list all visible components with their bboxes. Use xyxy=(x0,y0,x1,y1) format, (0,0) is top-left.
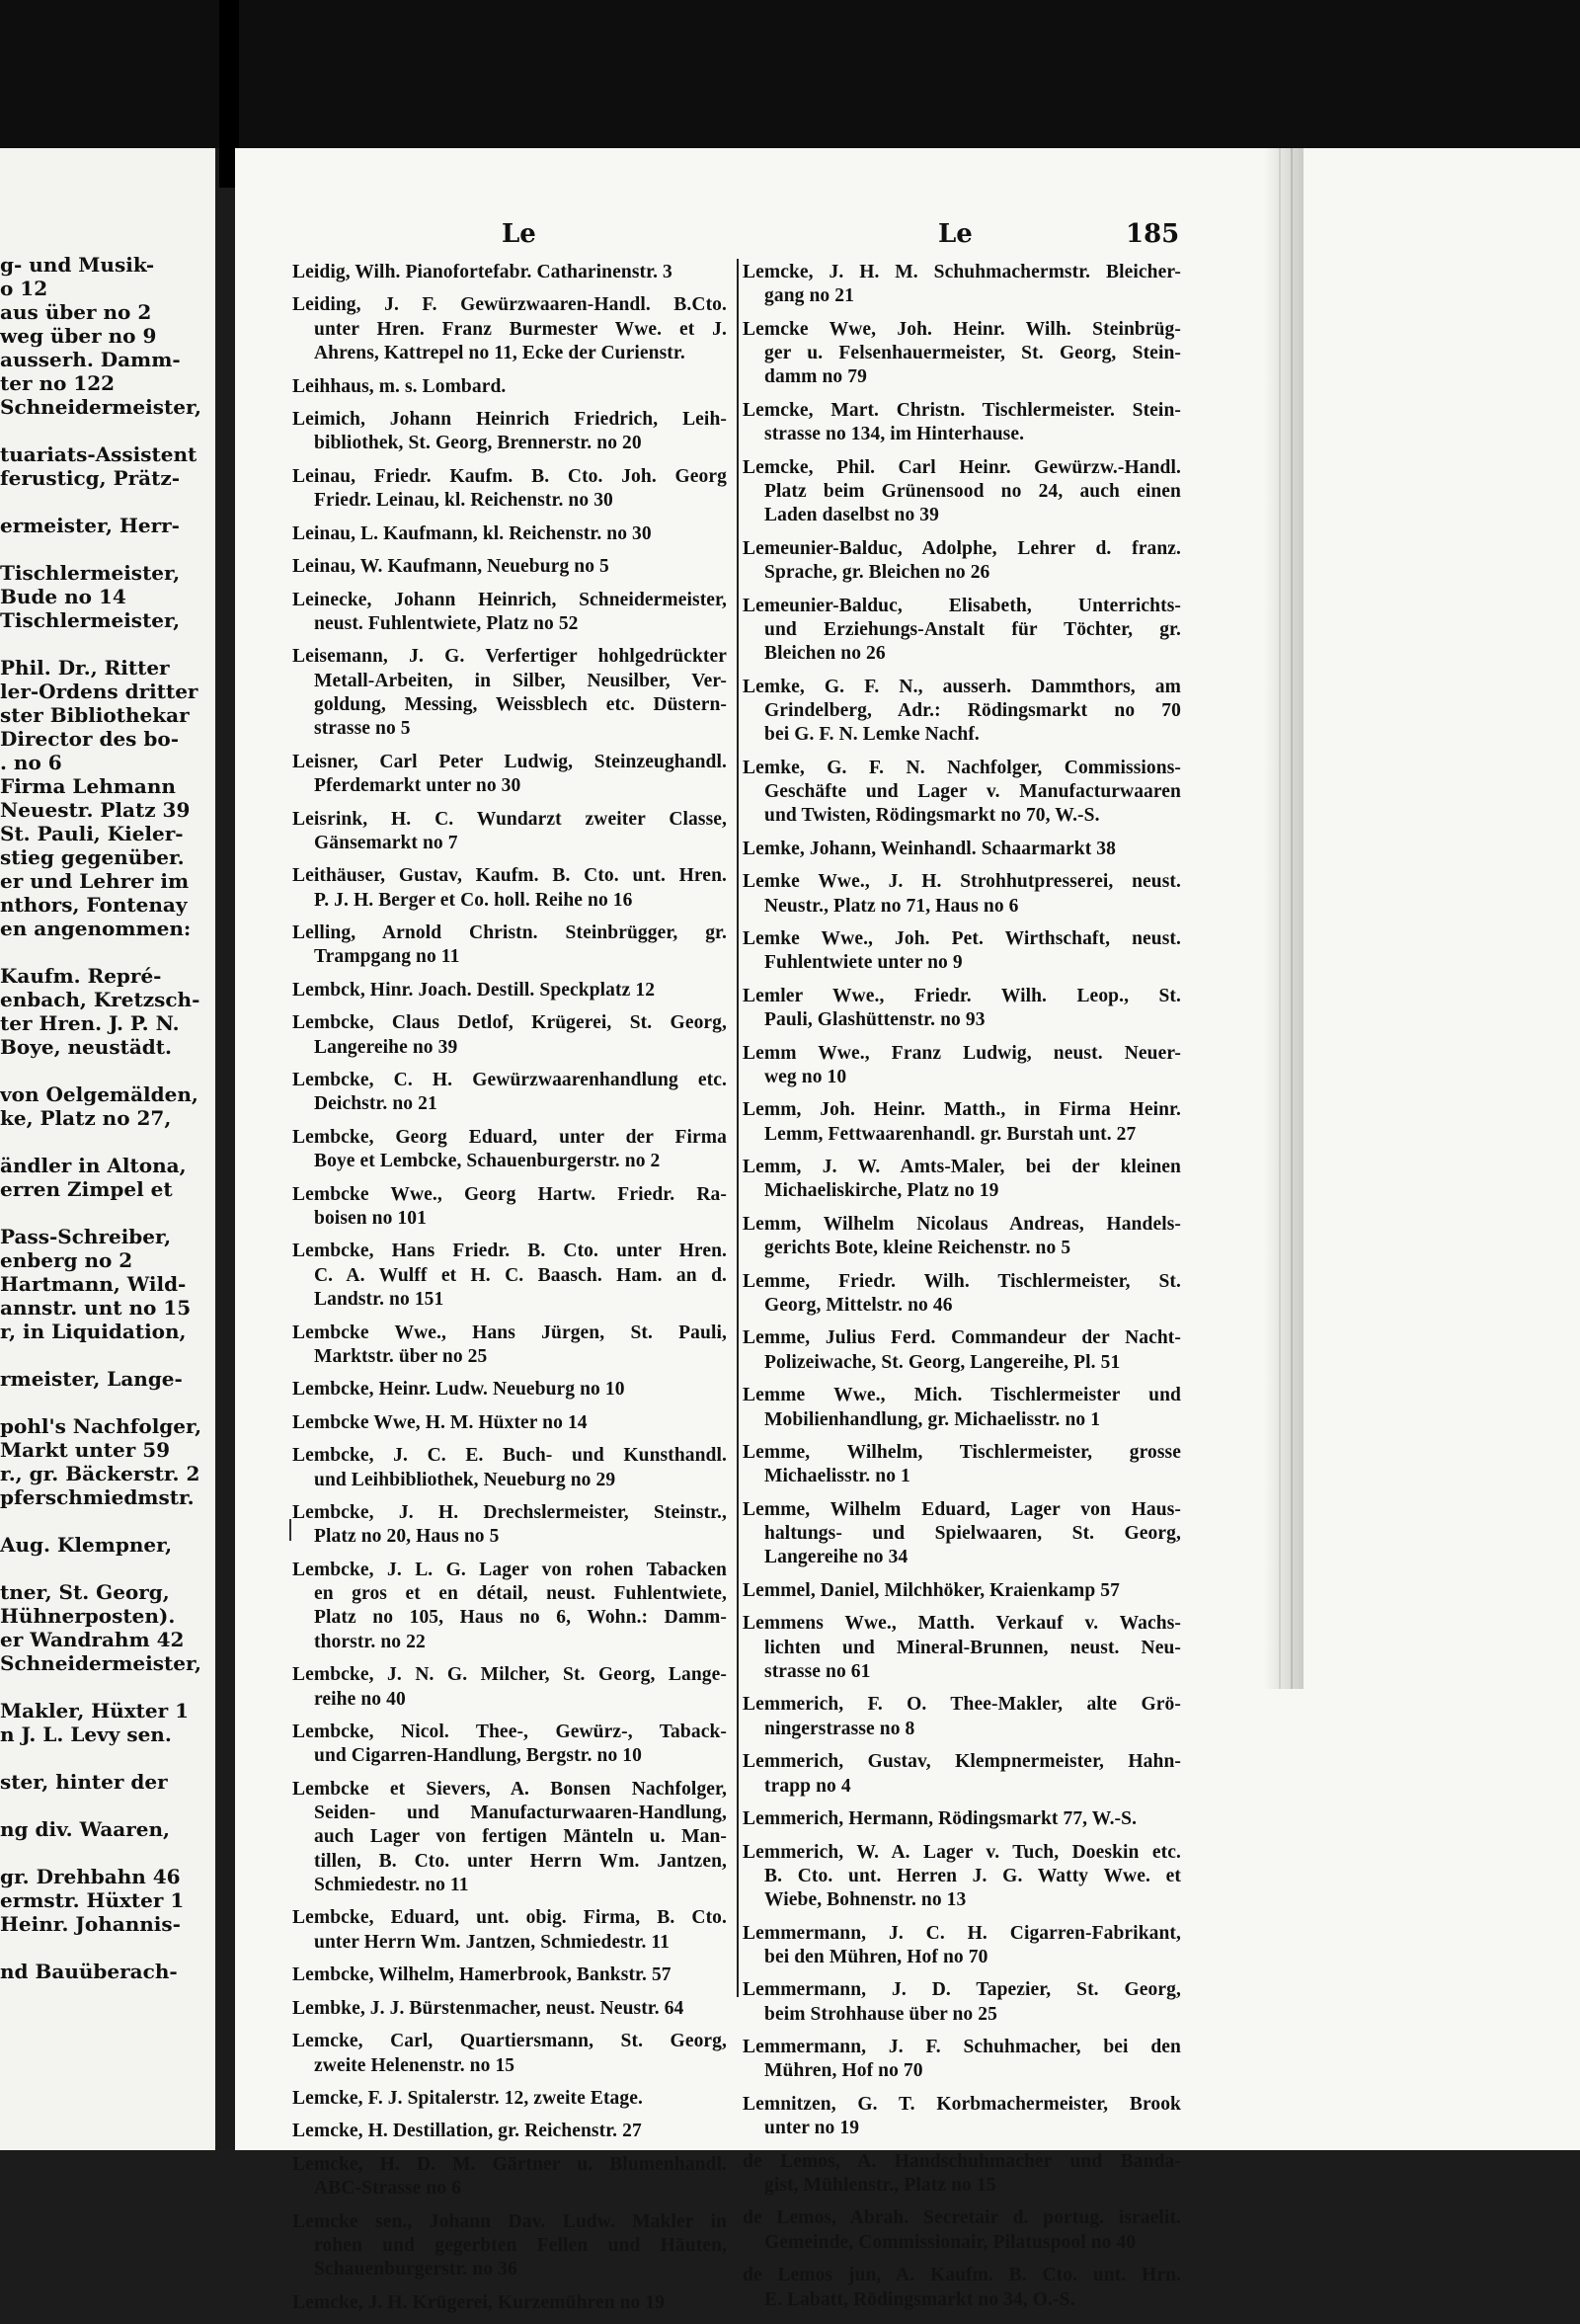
left-page-text-line: St. Pauli, Kieler- xyxy=(0,822,184,845)
directory-entry xyxy=(743,1270,1181,1319)
entry-name-line: Lemme, Julius Ferd. Commandeur der Nacht- xyxy=(743,1327,1181,1349)
entry-name-line: de Lemos, A. Handschuhmacher und Banda- xyxy=(743,2150,1181,2172)
directory-entry xyxy=(292,1444,727,1492)
entry-name-line: Lemeunier-Balduc, Elisabeth, Unterrichts- xyxy=(743,595,1181,616)
entry-name-line: Lemcke, Mart. Christn. Tischlermeister. Stein- xyxy=(743,399,1181,421)
entry-continuation-line: Trampgang no 11 xyxy=(314,946,460,968)
left-page-text-line: ster, hinter der xyxy=(0,1770,168,1794)
left-page-text-line: ausserh. Damm- xyxy=(0,348,181,371)
entry-name-line: Leisrink, H. C. Wundarzt zweiter Classe, xyxy=(292,808,727,830)
entry-continuation-line: Seiden- und Manufacturwaaren-Handlung, xyxy=(314,1803,727,1824)
entry-name-line: Lemme, Wilhelm, Tischlermeister, grosse xyxy=(743,1442,1181,1464)
directory-entry xyxy=(292,589,727,637)
directory-entry xyxy=(292,1378,727,1402)
entry-continuation-line: gang no 21 xyxy=(764,285,854,307)
directory-entry xyxy=(292,465,727,514)
book-gutter xyxy=(215,148,237,2150)
entry-continuation-line: unter Herrn Wm. Jantzen, Schmiedestr. 11 xyxy=(314,1931,671,1953)
directory-entry xyxy=(743,456,1181,528)
entry-name-line: Lemke, Johann, Weinhandl. Schaarmarkt 38 xyxy=(743,838,1116,859)
left-page-text-line: nthors, Fontenay xyxy=(0,893,188,917)
entry-name-line: Lemnitzen, G. T. Korbmachermeister, Brook xyxy=(743,2093,1181,2115)
directory-entry xyxy=(292,1322,727,1370)
directory-entry xyxy=(743,1498,1181,1570)
entry-name-line: Lemke, G. F. N. Nachfolger, Commissions- xyxy=(743,757,1181,778)
entry-name-line: Lemm, Wilhelm Nicolaus Andreas, Handels- xyxy=(743,1213,1181,1235)
entry-name-line: Leihhaus, m. s. Lombard. xyxy=(292,375,507,397)
entry-continuation-line: tillen, B. Cto. unter Herrn Wm. Jantzen, xyxy=(314,1850,727,1872)
page-number: 185 xyxy=(1126,219,1180,249)
left-page-text-line: tner, St. Georg, xyxy=(0,1580,170,1604)
entry-continuation-line: C. A. Wulff et H. C. Baasch. Ham. an d. xyxy=(314,1264,727,1286)
directory-entry xyxy=(292,375,727,399)
left-page-text-line: en angenommen: xyxy=(0,917,192,940)
left-page-text-line: rmeister, Lange- xyxy=(0,1367,183,1391)
directory-entry xyxy=(743,870,1181,919)
entry-name-line: Lembcke, J. L. G. Lager von rohen Tabacken xyxy=(292,1559,727,1580)
entry-continuation-line: Bleichen no 26 xyxy=(764,643,886,665)
entry-name-line: Lemeunier-Balduc, Adolphe, Lehrer d. franz. xyxy=(743,537,1181,559)
left-page-text-line: ler-Ordens dritter xyxy=(0,680,198,703)
directory-entry xyxy=(743,1978,1181,2027)
left-page-text-line: ermeister, Herr- xyxy=(0,514,180,537)
entry-name-line: Lemke Wwe., Joh. Pet. Wirthschaft, neust. xyxy=(743,928,1181,949)
directory-entry xyxy=(743,2036,1181,2084)
left-page-text-line: von Oelgemälden, xyxy=(0,1082,198,1106)
entry-continuation-line: Boye et Lembcke, Schauenburgerstr. no 2 xyxy=(314,1151,661,1172)
entry-name-line: Lembcke, J. H. Drechslermeister, Steinstr., xyxy=(292,1502,727,1524)
directory-entry xyxy=(292,645,727,741)
running-header-left: Le xyxy=(502,219,536,249)
directory-entry xyxy=(292,1011,727,1060)
entry-continuation-line: strasse no 5 xyxy=(314,718,411,740)
entry-name-line: Leiding, J. F. Gewürzwaaren-Handl. B.Cto. xyxy=(292,294,727,316)
entry-name-line: Lemler Wwe., Friedr. Wilh. Leop., St. xyxy=(743,985,1181,1006)
left-page-text-line: stieg gegenüber. xyxy=(0,845,185,869)
directory-entry xyxy=(292,261,727,284)
directory-entry xyxy=(743,1384,1181,1432)
directory-entry xyxy=(743,1441,1181,1489)
directory-entry xyxy=(743,676,1181,748)
left-page-text-line: ändler in Altona, xyxy=(0,1154,187,1177)
entry-continuation-line: goldung, Messing, Weissblech etc. Düstern- xyxy=(314,693,727,715)
entry-name-line: Lembcke, C. H. Gewürzwaarenhandlung etc. xyxy=(292,1070,727,1091)
entry-continuation-line: und Twisten, Rödingsmarkt no 70, W.-S. xyxy=(764,805,1100,827)
entry-name-line: Leisner, Carl Peter Ludwig, Steinzeughandl. xyxy=(292,751,727,772)
entry-continuation-line: haltungs- und Spielwaaren, St. Georg, xyxy=(764,1523,1181,1545)
entry-continuation-line: unter no 19 xyxy=(764,2118,860,2139)
entry-continuation-line: thorstr. no 22 xyxy=(314,1631,426,1652)
entry-name-line: Leinecke, Johann Heinrich, Schneidermeister, xyxy=(292,589,727,610)
entry-name-line: Lemcke Wwe, Joh. Heinr. Wilh. Steinbrüg- xyxy=(743,318,1181,340)
entry-continuation-line: Platz no 105, Haus no 6, Wohn.: Damm- xyxy=(314,1607,727,1629)
entry-continuation-line: Grindelberg, Adr.: Rödingsmarkt no 70 xyxy=(764,699,1181,721)
column-divider xyxy=(737,259,739,1997)
entry-name-line: Lemmel, Daniel, Milchhöker, Kraienkamp 57 xyxy=(743,1579,1120,1601)
left-page-text-line: o 12 xyxy=(0,277,48,300)
entry-continuation-line: gist, Mühlenstr., Platz no 15 xyxy=(764,2175,996,2196)
left-page-text-line: ter Hren. J. P. N. xyxy=(0,1011,180,1035)
left-page-text-line: n J. L. Levy sen. xyxy=(0,1723,172,1746)
directory-entry xyxy=(292,2291,727,2315)
entry-continuation-line: Platz no 20, Haus no 5 xyxy=(314,1526,500,1548)
entry-continuation-line: strasse no 134, im Hinterhause. xyxy=(764,424,1025,445)
entry-continuation-line: Georg, Mittelstr. no 46 xyxy=(764,1294,953,1316)
entry-name-line: Lemmerich, F. O. Thee-Makler, alte Grö- xyxy=(743,1694,1181,1716)
entry-name-line: Lemmermann, J. F. Schuhmacher, bei den xyxy=(743,2037,1181,2058)
entry-name-line: Lembcke, Nicol. Thee-, Gewürz-, Taback- xyxy=(292,1722,727,1743)
left-page-text-line: Hühnerposten). xyxy=(0,1604,176,1628)
left-page-text-line: Boye, neustädt. xyxy=(0,1035,172,1059)
directory-entry xyxy=(292,1126,727,1174)
entry-name-line: Lembcke, Heinr. Ludw. Neueburg no 10 xyxy=(292,1379,625,1401)
entry-name-line: Lemm, J. W. Amts-Maler, bei der kleinen xyxy=(743,1157,1181,1178)
directory-entry xyxy=(292,1240,727,1312)
entry-continuation-line: Sprache, gr. Bleichen no 26 xyxy=(764,562,990,584)
entry-continuation-line: Neustr., Platz no 71, Haus no 6 xyxy=(764,895,1019,917)
entry-continuation-line: Lemm, Fettwaarenhandl. gr. Burstah unt. 27 xyxy=(764,1123,1137,1145)
left-page-text-line: Schneidermeister, xyxy=(0,1651,202,1675)
entry-name-line: Leidig, Wilh. Pianofortefabr. Catharinenstr. 3 xyxy=(292,262,672,282)
entry-continuation-line: bibliothek, St. Georg, Brennerstr. no 20 xyxy=(314,433,642,454)
entry-continuation-line: Deichstr. no 21 xyxy=(314,1093,437,1115)
left-page-text-line: pferschmiedmstr. xyxy=(0,1485,195,1509)
directory-column-right xyxy=(743,261,1181,2321)
left-page-text-line: Makler, Hüxter 1 xyxy=(0,1699,190,1723)
entry-continuation-line: und Cigarren-Handlung, Bergstr. no 10 xyxy=(314,1745,643,1767)
page-edge xyxy=(1279,148,1293,1689)
entry-continuation-line: E. Labatt, Rödingsmarkt no 34, O.-S. xyxy=(764,2288,1075,2310)
left-page-text-line: enberg no 2 xyxy=(0,1248,133,1272)
directory-entry xyxy=(292,2087,727,2111)
entry-continuation-line: Gemeinde, Commissionair, Pilatuspool no 40 xyxy=(764,2231,1137,2253)
left-page-text-line: Tischlermeister, xyxy=(0,561,181,585)
directory-entry xyxy=(292,751,727,799)
entry-name-line: Leinau, L. Kaufmann, kl. Reichenstr. no 30 xyxy=(292,522,652,544)
entry-name-line: Lemmens Wwe., Matth. Verkauf v. Wachs- xyxy=(743,1613,1181,1635)
entry-continuation-line: Platz beim Grünensood no 24, auch einen xyxy=(764,480,1181,502)
directory-entry xyxy=(743,1750,1181,1799)
directory-entry xyxy=(292,1997,727,2021)
entry-continuation-line: lichten und Mineral-Brunnen, neust. Neu- xyxy=(764,1637,1181,1658)
entry-continuation-line: zweite Helenenstr. no 15 xyxy=(314,2054,515,2076)
left-page-text-line: ter no 122 xyxy=(0,371,116,395)
left-page-text-line: enbach, Kretzsch- xyxy=(0,988,200,1011)
left-page-text-line: annstr. unt no 15 xyxy=(0,1296,192,1320)
entry-name-line: Lemme, Friedr. Wilh. Tischlermeister, St. xyxy=(743,1270,1181,1292)
left-page-text-line: r., gr. Bäckerstr. 2 xyxy=(0,1462,200,1485)
entry-continuation-line: Landstr. no 151 xyxy=(314,1289,444,1311)
entry-continuation-line: boisen no 101 xyxy=(314,1207,427,1229)
left-page-text-line: . no 6 xyxy=(0,751,62,774)
left-page-text-line: er und Lehrer im xyxy=(0,869,190,893)
left-page-text-line: gr. Drehbahn 46 xyxy=(0,1865,181,1888)
left-page-text-line: Firma Lehmann xyxy=(0,774,176,798)
entry-name-line: Lembcke et Sievers, A. Bonsen Nachfolger, xyxy=(292,1778,727,1800)
entry-name-line: Lembcke, Claus Detlof, Krügerei, St. Georg, xyxy=(292,1012,727,1034)
entry-continuation-line: en gros et en détail, neust. Fuhlentwiete, xyxy=(314,1583,727,1605)
left-page-text-line: Aug. Klempner, xyxy=(0,1533,173,1557)
entry-name-line: Lemme, Wilhelm Eduard, Lager von Haus- xyxy=(743,1498,1181,1520)
entry-name-line: Lembcke Wwe, H. M. Hüxter no 14 xyxy=(292,1411,588,1433)
directory-entry xyxy=(743,1156,1181,1204)
entry-continuation-line: Friedr. Leinau, kl. Reichenstr. no 30 xyxy=(314,490,613,512)
directory-column-left xyxy=(292,261,727,2324)
directory-entry xyxy=(743,2264,1181,2312)
directory-entry xyxy=(292,1183,727,1232)
entry-continuation-line: Laden daselbst no 39 xyxy=(764,505,940,526)
entry-continuation-line: Pferdemarkt unter no 30 xyxy=(314,775,521,797)
entry-continuation-line: und Leihbibliothek, Neueburg no 29 xyxy=(314,1469,616,1490)
entry-name-line: de Lemos, Abrah. Secretair d. portug. israelit. xyxy=(743,2207,1181,2229)
directory-entry xyxy=(292,1778,727,1897)
entry-name-line: Lemmermann, J. C. H. Cigarren-Fabrikant, xyxy=(743,1922,1181,1944)
left-page-text-line: nd Bauüberach- xyxy=(0,1960,178,1983)
left-page-text-line: Markt unter 59 xyxy=(0,1438,171,1462)
entry-name-line: Leinau, W. Kaufmann, Neueburg no 5 xyxy=(292,556,609,578)
entry-name-line: Leinau, Friedr. Kaufm. B. Cto. Joh. Georg xyxy=(292,465,727,487)
entry-name-line: de Lemos jun, A. Kaufm. B. Cto. unt. Hrn. xyxy=(743,2265,1181,2286)
directory-entry xyxy=(743,1042,1181,1090)
entry-continuation-line: neust. Fuhlentwiete, Platz no 52 xyxy=(314,612,579,634)
left-page-text-line: aus über no 2 xyxy=(0,300,152,324)
entry-name-line: Lemcke, J. H. M. Schuhmachermstr. Bleicher- xyxy=(743,262,1181,282)
directory-entry xyxy=(292,1963,727,1987)
entry-name-line: Lemcke, H. D. M. Gärtner u. Blumenhandl. xyxy=(292,2153,727,2175)
directory-entry xyxy=(743,595,1181,667)
entry-continuation-line: unter Hren. Franz Burmester Wwe. et J. xyxy=(314,318,727,340)
directory-entry xyxy=(292,2153,727,2202)
entry-continuation-line: reihe no 40 xyxy=(314,1688,406,1710)
left-page-text-line: ng div. Waaren, xyxy=(0,1817,171,1841)
running-header-center: Le xyxy=(938,219,973,249)
left-page-text-line: weg über no 9 xyxy=(0,324,157,348)
entry-name-line: Lemmerich, Hermann, Rödingsmarkt 77, W.-S. xyxy=(743,1808,1138,1830)
entry-name-line: Lemm Wwe., Franz Ludwig, neust. Neuer- xyxy=(743,1042,1181,1064)
directory-entry xyxy=(743,985,1181,1033)
entry-continuation-line: Pauli, Glashüttenstr. no 93 xyxy=(764,1009,986,1031)
entry-continuation-line: bei den Mühren, Hof no 70 xyxy=(764,1946,988,1967)
left-page-text-line: Heinr. Johannis- xyxy=(0,1912,181,1936)
directory-entry xyxy=(292,1411,727,1435)
directory-entry xyxy=(292,555,727,579)
entry-continuation-line: strasse no 61 xyxy=(764,1660,871,1682)
entry-continuation-line: Polizeiwache, St. Georg, Langereihe, Pl. 51 xyxy=(764,1351,1121,1373)
directory-entry xyxy=(292,979,727,1002)
entry-name-line: Lemcke, H. Destillation, gr. Reichenstr. 27 xyxy=(292,2121,642,2142)
left-page-text-line: Director des bo- xyxy=(0,727,180,751)
entry-name-line: Lembcke, J. N. G. Milcher, St. Georg, Lange- xyxy=(292,1664,727,1686)
entry-continuation-line: Mobilienhandlung, gr. Michaelisstr. no 1 xyxy=(764,1408,1101,1430)
left-page-text-line: Tischlermeister, xyxy=(0,608,181,632)
entry-name-line: Lemcke, Carl, Quartiersmann, St. Georg, xyxy=(292,2031,727,2052)
entry-continuation-line: Geschäfte und Lager v. Manufacturwaaren xyxy=(764,780,1181,802)
directory-entry xyxy=(743,537,1181,586)
entry-continuation-line: ABC-Strasse no 6 xyxy=(314,2178,461,2200)
entry-continuation-line: ningerstrasse no 8 xyxy=(764,1718,915,1739)
directory-entry xyxy=(743,1098,1181,1147)
entry-continuation-line: weg no 10 xyxy=(764,1066,847,1087)
entry-continuation-line: Fuhlentwiete unter no 9 xyxy=(764,952,963,974)
margin-mark xyxy=(289,1519,291,1541)
directory-entry xyxy=(292,293,727,365)
left-page-text-line: Schneidermeister, xyxy=(0,395,202,419)
left-page-text-line: er Wandrahm 42 xyxy=(0,1628,185,1651)
directory-entry xyxy=(743,1922,1181,1970)
entry-continuation-line: gerichts Bote, kleine Reichenstr. no 5 xyxy=(764,1238,1071,1259)
directory-entry xyxy=(292,1721,727,1769)
directory-entry xyxy=(292,522,727,546)
directory-entry xyxy=(743,1807,1181,1831)
left-page-text-line: pohl's Nachfolger, xyxy=(0,1414,202,1438)
directory-entry xyxy=(743,2150,1181,2199)
entry-name-line: Lemcke sen., Johann Dav. Ludw. Makler in xyxy=(292,2210,727,2232)
left-page-text-line: r, in Liquidation, xyxy=(0,1320,187,1343)
left-page-text-line: Phil. Dr., Ritter xyxy=(0,656,170,680)
entry-continuation-line: bei G. F. N. Lemke Nachf. xyxy=(764,724,980,746)
entry-name-line: Leithäuser, Gustav, Kaufm. B. Cto. unt. Hren. xyxy=(292,865,727,887)
directory-entry xyxy=(743,2206,1181,2255)
entry-continuation-line: Michaeliskirche, Platz no 19 xyxy=(764,1180,999,1202)
directory-entry xyxy=(743,757,1181,829)
entry-continuation-line: trapp no 4 xyxy=(764,1775,851,1797)
left-page-text-line: ke, Platz no 27, xyxy=(0,1106,172,1130)
entry-name-line: Lemmerich, Gustav, Klempnermeister, Hahn- xyxy=(743,1751,1181,1773)
entry-continuation-line: Metall-Arbeiten, in Silber, Neusilber, Ver- xyxy=(314,670,727,691)
entry-continuation-line: Mühren, Hof no 70 xyxy=(764,2060,923,2082)
entry-name-line: Lembcke Wwe., Hans Jürgen, St. Pauli, xyxy=(292,1322,727,1343)
entry-continuation-line: Ahrens, Kattrepel no 11, Ecke der Curienstr. xyxy=(314,343,685,364)
directory-entry xyxy=(743,1579,1181,1603)
directory-entry xyxy=(292,1501,727,1550)
left-page-text-line: ermstr. Hüxter 1 xyxy=(0,1888,185,1912)
entry-name-line: Lembcke, Georg Eduard, unter der Firma xyxy=(292,1126,727,1148)
directory-entry xyxy=(743,1693,1181,1741)
entry-continuation-line: B. Cto. unt. Herren J. G. Watty Wwe. et xyxy=(764,1865,1181,1886)
left-page-text-line: erren Zimpel et xyxy=(0,1177,173,1201)
entry-name-line: Lemke, G. F. N., ausserh. Dammthors, am xyxy=(743,676,1181,697)
entry-name-line: Leimich, Johann Heinrich Friedrich, Leih- xyxy=(292,409,727,431)
entry-name-line: Leisemann, J. G. Verfertiger hohlgedrückter xyxy=(292,646,727,668)
left-page xyxy=(0,148,225,2150)
left-page-text-line: Neuestr. Platz 39 xyxy=(0,798,191,822)
directory-entry xyxy=(743,838,1181,861)
entry-continuation-line: beim Strohhause über no 25 xyxy=(764,2003,997,2025)
directory-entry xyxy=(292,1906,727,1955)
directory-entry xyxy=(743,399,1181,447)
entry-continuation-line: rohen und gegerbten Fellen und Häuten, xyxy=(314,2235,727,2257)
directory-entry xyxy=(292,2210,727,2283)
directory-entry xyxy=(292,1069,727,1117)
entry-continuation-line: auch Lager von fertigen Mänteln u. Man- xyxy=(314,1826,727,1848)
directory-entry xyxy=(743,318,1181,390)
entry-name-line: Lemcke, J. H. Krügerei, Kurzemühren no 19 xyxy=(292,2291,666,2313)
entry-continuation-line: Michaelisstr. no 1 xyxy=(764,1466,910,1487)
entry-name-line: Lembcke, J. C. E. Buch- und Kunsthandl. xyxy=(292,1445,727,1467)
entry-name-line: Lembcke, Hans Friedr. B. Cto. unter Hren. xyxy=(292,1241,727,1262)
entry-name-line: Lembcke, Eduard, unt. obig. Firma, B. Cto. xyxy=(292,1907,727,1929)
entry-continuation-line: Langereihe no 34 xyxy=(764,1547,908,1568)
entry-continuation-line: Schauenburgerstr. no 36 xyxy=(314,2259,517,2281)
left-page-text-line: ster Bibliothekar xyxy=(0,703,190,727)
directory-entry xyxy=(292,1663,727,1712)
left-page-text-line: tuariats-Assistent xyxy=(0,442,198,466)
entry-name-line: Lemcke, Phil. Carl Heinr. Gewürzw.-Handl. xyxy=(743,456,1181,478)
entry-continuation-line: Wiebe, Bohnenstr. no 13 xyxy=(764,1889,967,1911)
directory-entry xyxy=(292,1559,727,1654)
left-page-text-line: Pass-Schreiber, xyxy=(0,1225,172,1248)
directory-entry xyxy=(292,922,727,970)
left-page-text-line: g- und Musik- xyxy=(0,253,155,277)
entry-continuation-line: Langereihe no 39 xyxy=(314,1036,458,1058)
entry-name-line: Lembcke, Wilhelm, Hamerbrook, Bankstr. 57 xyxy=(292,1964,672,1986)
entry-continuation-line: Marktstr. über no 25 xyxy=(314,1345,488,1367)
directory-entry xyxy=(743,1841,1181,1913)
directory-entry xyxy=(743,2093,1181,2141)
entry-name-line: Lelling, Arnold Christn. Steinbrügger, gr. xyxy=(292,922,727,944)
directory-entry xyxy=(743,927,1181,976)
entry-name-line: Lemmermann, J. D. Tapezier, St. Georg, xyxy=(743,1979,1181,2001)
entry-name-line: Lemme Wwe., Mich. Tischlermeister und xyxy=(743,1385,1181,1406)
directory-entry xyxy=(292,2030,727,2078)
directory-entry xyxy=(292,808,727,856)
entry-continuation-line: Gänsemarkt no 7 xyxy=(314,832,458,853)
directory-entry xyxy=(743,261,1181,309)
left-page-text-line: Bude no 14 xyxy=(0,585,126,608)
entry-name-line: Lemcke, F. J. Spitalerstr. 12, zweite Etage. xyxy=(292,2088,643,2109)
entry-name-line: Lembck, Hinr. Joach. Destill. Speckplatz 12 xyxy=(292,979,656,1001)
entry-continuation-line: damm no 79 xyxy=(764,366,867,388)
entry-continuation-line: P. J. H. Berger et Co. holl. Reihe no 16 xyxy=(314,889,633,911)
entry-name-line: Lemm, Joh. Heinr. Matth., in Firma Heinr. xyxy=(743,1099,1181,1121)
left-page-text-line: Hartmann, Wild- xyxy=(0,1272,187,1296)
entry-continuation-line: und Erziehungs-Anstalt für Töchter, gr. xyxy=(764,618,1181,640)
entry-continuation-line: Schmiedestr. no 11 xyxy=(314,1874,469,1895)
entry-continuation-line: ger u. Felsenhauermeister, St. Georg, Stein- xyxy=(764,343,1181,364)
entry-name-line: Lemke Wwe., J. H. Strohhutpresserei, neust. xyxy=(743,871,1181,893)
left-page-text-line: Kaufm. Repré- xyxy=(0,964,162,988)
directory-entry xyxy=(292,864,727,913)
entry-name-line: Lembke, J. J. Bürstenmacher, neust. Neustr. 64 xyxy=(292,1997,684,2019)
directory-entry xyxy=(743,1612,1181,1684)
directory-entry xyxy=(292,2120,727,2143)
entry-name-line: Lemmerich, W. A. Lager v. Tuch, Doeskin etc. xyxy=(743,1841,1181,1863)
left-page-text-line: ferusticg, Prätz- xyxy=(0,466,181,490)
directory-entry xyxy=(292,408,727,456)
entry-name-line: Lembcke Wwe., Georg Hartw. Friedr. Ra- xyxy=(292,1183,727,1205)
directory-entry xyxy=(743,1213,1181,1261)
directory-entry xyxy=(743,1326,1181,1375)
